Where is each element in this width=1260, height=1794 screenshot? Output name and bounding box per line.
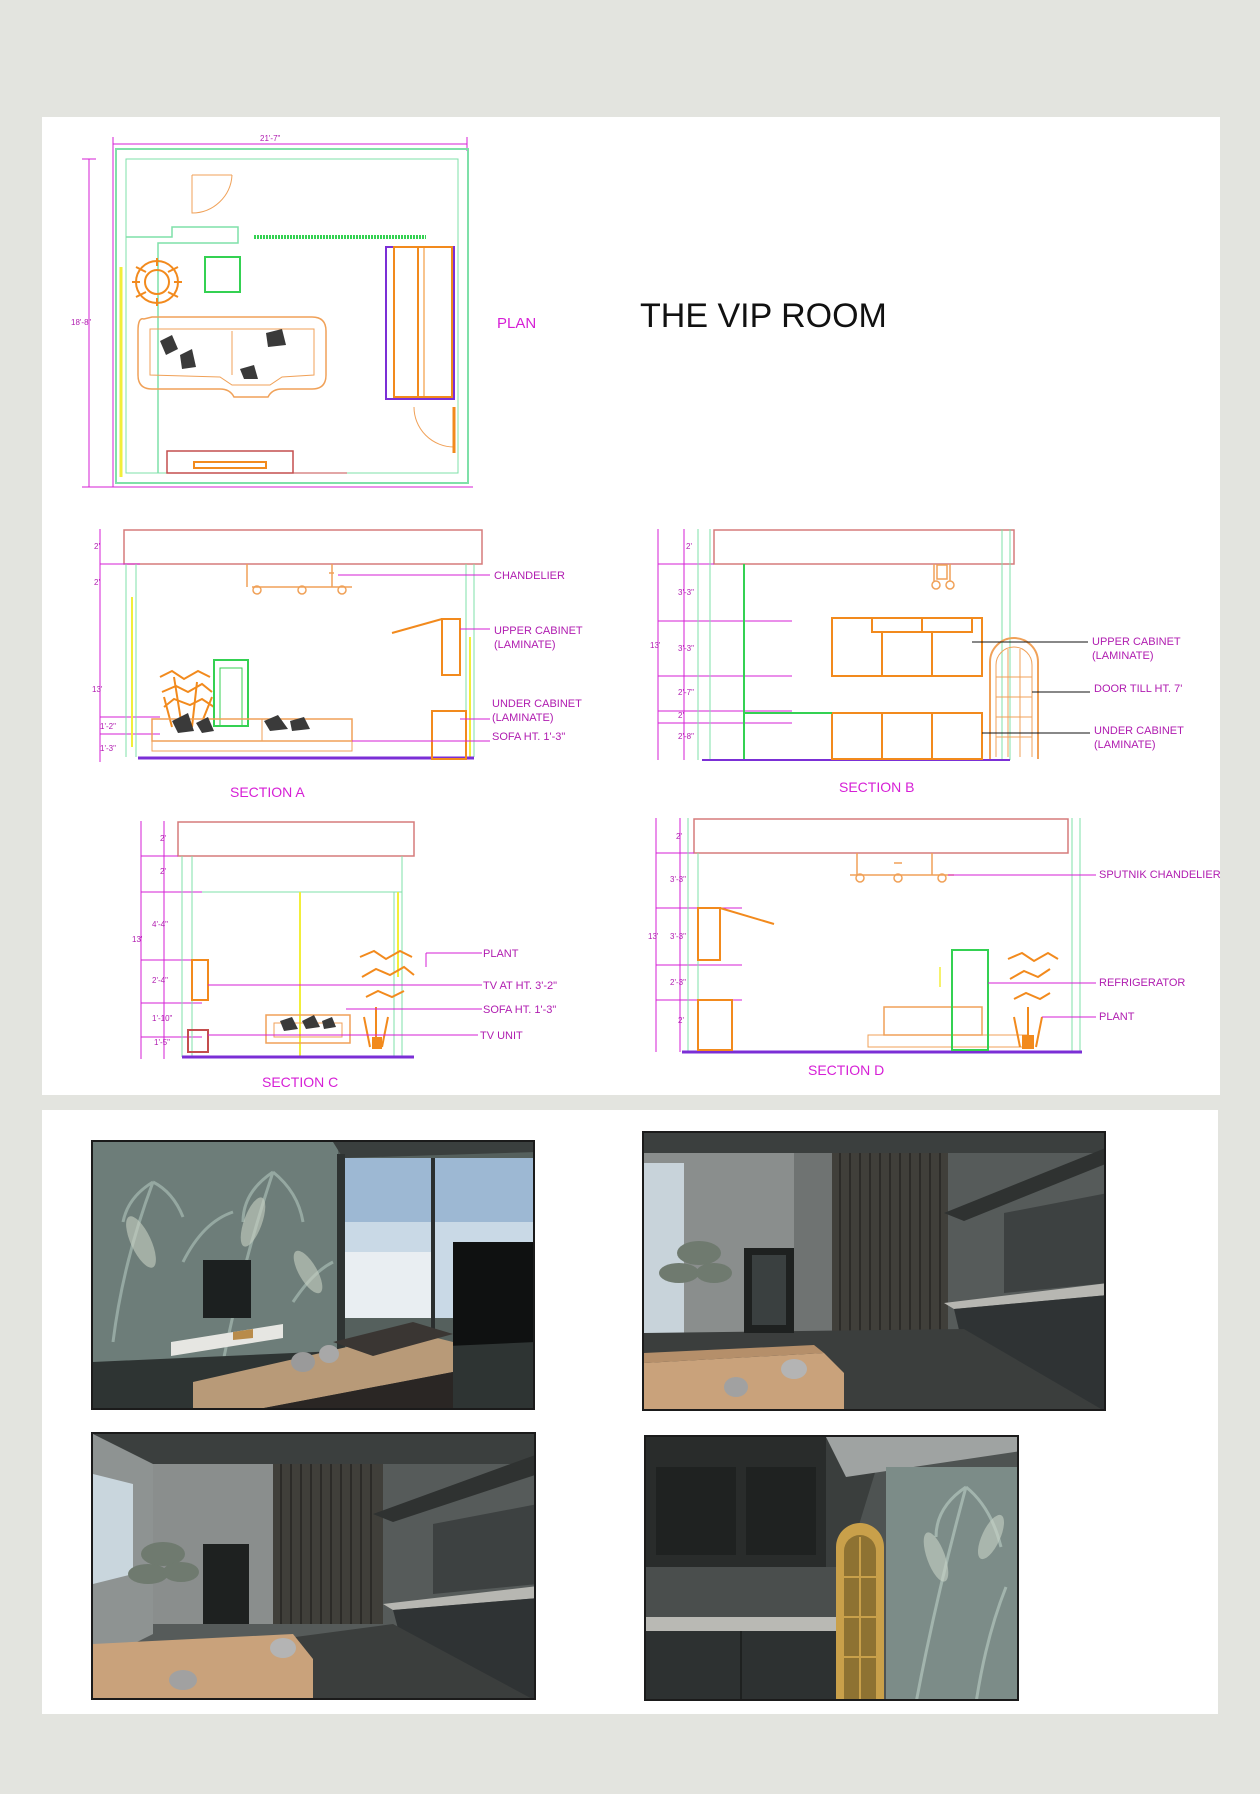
section-d [648, 818, 1221, 1078]
section-c-title: SECTION C [262, 1074, 339, 1090]
section-d-dim: 3'-3" [670, 875, 686, 884]
section-a-dim: 2' [94, 542, 100, 551]
render-fluted-wall-angle [91, 1432, 536, 1700]
section-c [132, 821, 557, 1090]
section-c-dim: 2' [160, 867, 166, 876]
section-a-label-sofa-height: SOFA HT. 1'-3" [492, 731, 566, 743]
section-b-dim: 3'-3" [678, 644, 694, 653]
section-d-dim: 2' [676, 832, 682, 841]
section-b-label-door: DOOR TILL HT. 7' [1094, 683, 1183, 695]
plan-label: PLAN [497, 315, 537, 332]
section-a-dim: 1'-3" [100, 744, 116, 753]
section-a [92, 529, 583, 800]
drawing-canvas [42, 117, 1220, 1095]
plan-width-dim: 21'-7" [260, 134, 281, 143]
renders-sheet [42, 1110, 1218, 1714]
section-d-label-refrigerator: REFRIGERATOR [1099, 977, 1186, 989]
section-a-label-chandelier: CHANDELIER [494, 570, 565, 582]
section-b-label-upper-cabinet-material: (LAMINATE) [1092, 650, 1154, 662]
render-cabinet-door [644, 1435, 1019, 1701]
section-a-label-upper-cabinet: UPPER CABINET [494, 625, 583, 637]
section-c-dim: 1'-10" [152, 1014, 173, 1023]
section-b-dim: 2' [678, 711, 684, 720]
section-c-dim: 13' [132, 935, 143, 944]
section-d-dim: 3'-3" [670, 932, 686, 941]
floor-plan [71, 134, 536, 487]
section-b-dim: 2'-7" [678, 688, 694, 697]
section-b-dim: 13' [650, 641, 661, 650]
section-a-label-under-cabinet-material: (LAMINATE) [492, 712, 554, 724]
render-living-tv-wall [91, 1140, 535, 1410]
section-c-dim: 2'-4" [152, 976, 168, 985]
section-a-label-under-cabinet: UNDER CABINET [492, 698, 582, 710]
section-b-label-upper-cabinet: UPPER CABINET [1092, 636, 1181, 648]
section-d-label-chandelier: SPUTNIK CHANDELIER [1099, 869, 1221, 881]
section-a-label-upper-cabinet-material: (LAMINATE) [494, 639, 556, 651]
section-b-label-under-cabinet-material: (LAMINATE) [1094, 739, 1156, 751]
page-title: THE VIP ROOM [640, 297, 887, 335]
section-c-label-tv: TV AT HT. 3'-2" [483, 980, 558, 992]
section-d-dim: 2'-3" [670, 978, 686, 987]
section-c-dim: 1'-5" [154, 1038, 170, 1047]
section-a-title: SECTION A [230, 784, 305, 800]
section-c-label-plant: PLANT [483, 948, 519, 960]
section-d-dim: 13' [648, 932, 659, 941]
section-b [650, 529, 1184, 795]
plan-depth-dim: 18'-8" [71, 318, 92, 327]
section-b-dim: 2' [686, 542, 692, 551]
section-c-dim: 2' [160, 834, 166, 843]
section-d-title: SECTION D [808, 1062, 885, 1078]
section-c-dim: 4'-4" [152, 920, 168, 929]
section-a-dim: 13' [92, 685, 103, 694]
section-a-dim: 2' [94, 578, 100, 587]
section-c-label-sofa-height: SOFA HT. 1'-3" [483, 1004, 557, 1016]
section-b-dim: 2'-8" [678, 732, 694, 741]
section-d-dim: 2' [678, 1016, 684, 1025]
render-fluted-wall-sofa [642, 1131, 1106, 1411]
section-a-dim: 1'-2" [100, 722, 116, 731]
section-b-label-under-cabinet: UNDER CABINET [1094, 725, 1184, 737]
section-c-label-tv-unit: TV UNIT [480, 1030, 523, 1042]
drawing-sheet [42, 117, 1220, 1095]
section-b-dim: 3'-3" [678, 588, 694, 597]
section-d-label-plant: PLANT [1099, 1011, 1135, 1023]
section-b-title: SECTION B [839, 779, 915, 795]
